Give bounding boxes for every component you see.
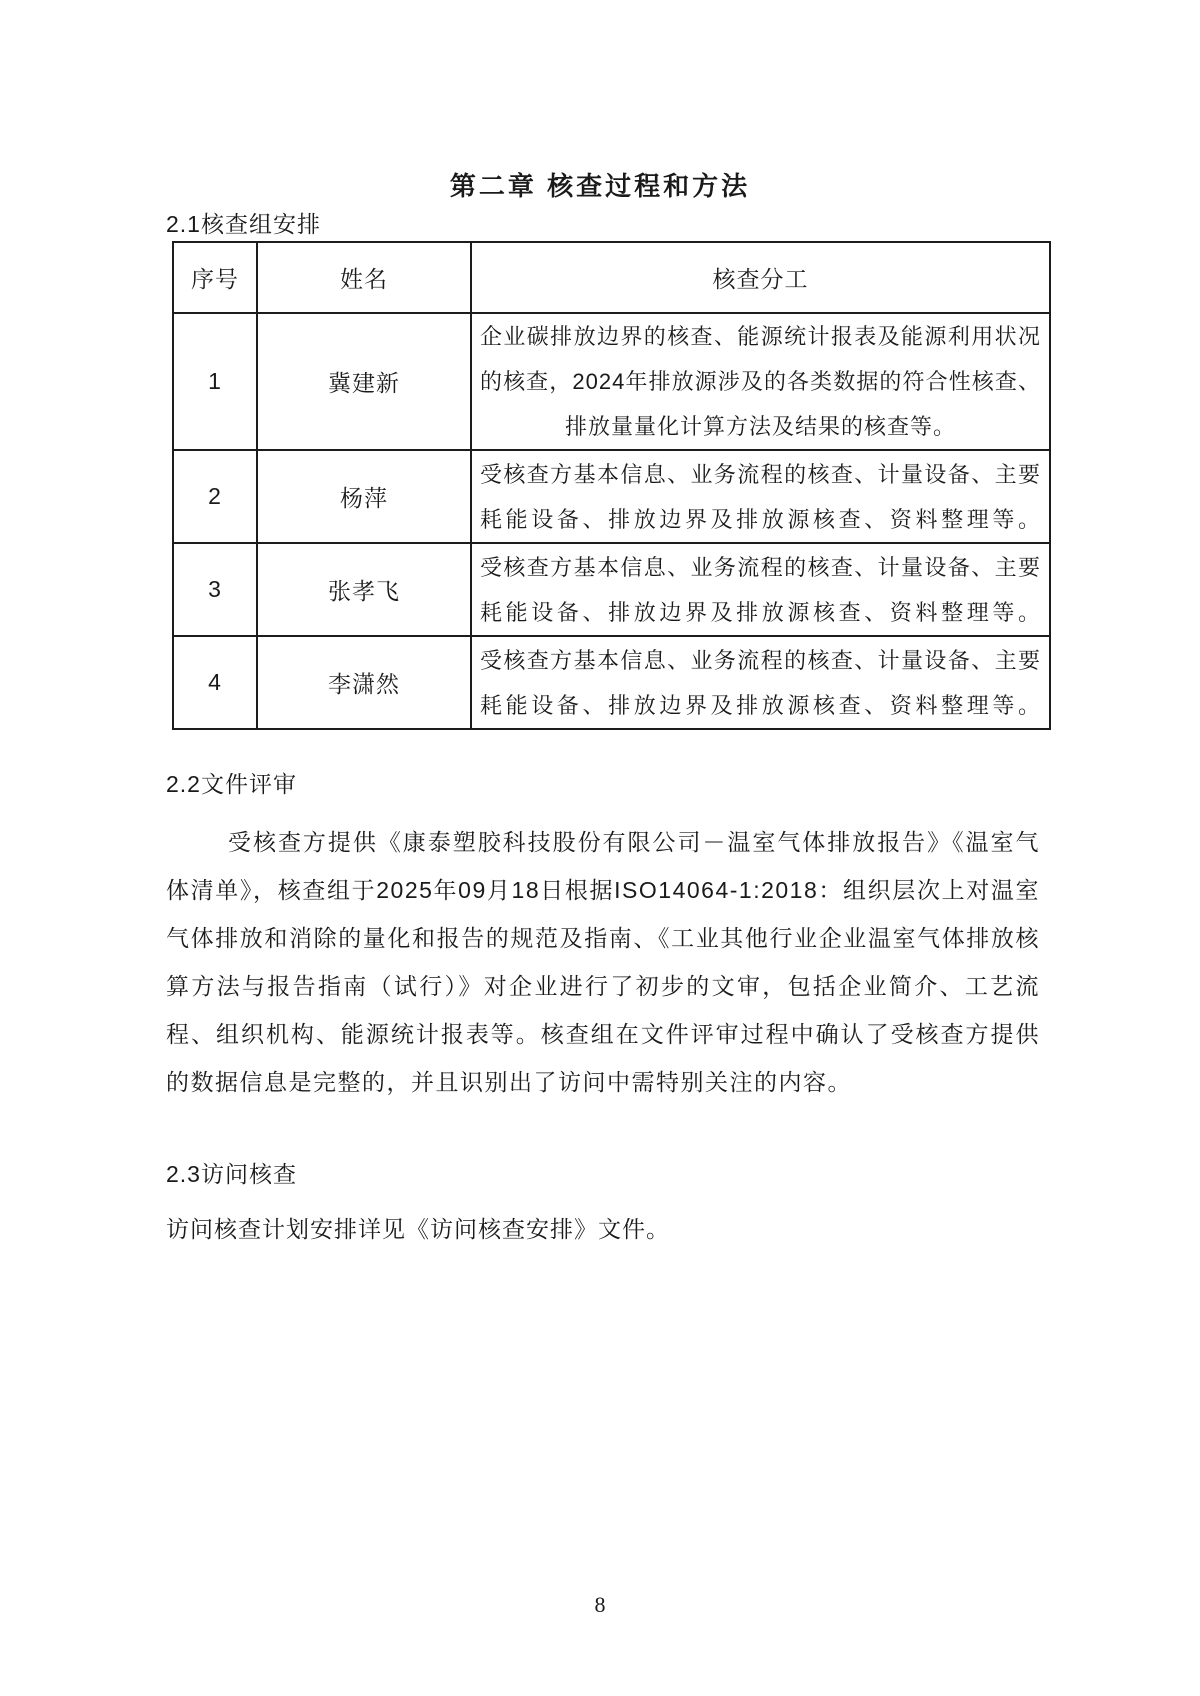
- table-header-row: [173, 242, 1050, 313]
- document-review-paragraph: 受核查方提供《康泰塑胶科技股份有限公司－温室气体排放报告》《温室气体清单》，核查组于2025年09月18日根据ISO14064-1:2018：组织层次上对温室气体排放和消除的量化和报告的规范及指南、《工业其他行业企业温室气体排放核算方法与报告指南（试行）》对企业进行了初步的文审，包括企业简介、工艺流程、组织机构、能源统计报表等。核查组在文件评审过程中确认了受核查方提供的数据信息是完整的，并且识别出了访问中需特别关注的内容。: [166, 829, 1040, 1095]
- duty-cell: 企业碳排放边界的核查、能源统计报表及能源利用状况的核查，2024年排放源涉及的各类数据的符合性核查、排放量量化计算方法及结果的核查等。: [471, 313, 1050, 450]
- section-heading-2-1: 2.1核查组安排: [166, 211, 321, 237]
- header-cell-serial: 序号: [173, 242, 257, 313]
- header-cell-name: 姓名: [257, 242, 471, 313]
- table-row: [173, 450, 1050, 543]
- verification-team-table: [172, 241, 1051, 730]
- name-cell: 冀建新: [257, 313, 471, 450]
- table-row: [173, 636, 1050, 729]
- serial-cell: 4: [173, 636, 257, 729]
- section-heading-2-2: 2.2文件评审: [166, 771, 297, 797]
- serial-cell: 3: [173, 543, 257, 636]
- duty-cell: 受核查方基本信息、业务流程的核查、计量设备、主要耗能设备、排放边界及排放源核查、资料整理等。: [471, 450, 1050, 543]
- name-cell: 杨萍: [257, 450, 471, 543]
- serial-cell: 2: [173, 450, 257, 543]
- table-row: [173, 543, 1050, 636]
- table-row: [173, 313, 1050, 450]
- page-number: 8: [594, 1592, 606, 1617]
- duty-cell: 受核查方基本信息、业务流程的核查、计量设备、主要耗能设备、排放边界及排放源核查、资料整理等。: [471, 636, 1050, 729]
- section-heading-2-3: 2.3访问核查: [166, 1161, 297, 1187]
- name-cell: 张孝飞: [257, 543, 471, 636]
- duty-cell: 受核查方基本信息、业务流程的核查、计量设备、主要耗能设备、排放边界及排放源核查、资料整理等。: [471, 543, 1050, 636]
- chapter-title: 第二章 核查过程和方法: [449, 171, 751, 201]
- visit-verification-paragraph: 访问核查计划安排详见《访问核查安排》文件。: [166, 1216, 670, 1242]
- header-cell-duty: 核查分工: [471, 242, 1050, 313]
- name-cell: 李潇然: [257, 636, 471, 729]
- serial-cell: 1: [173, 313, 257, 450]
